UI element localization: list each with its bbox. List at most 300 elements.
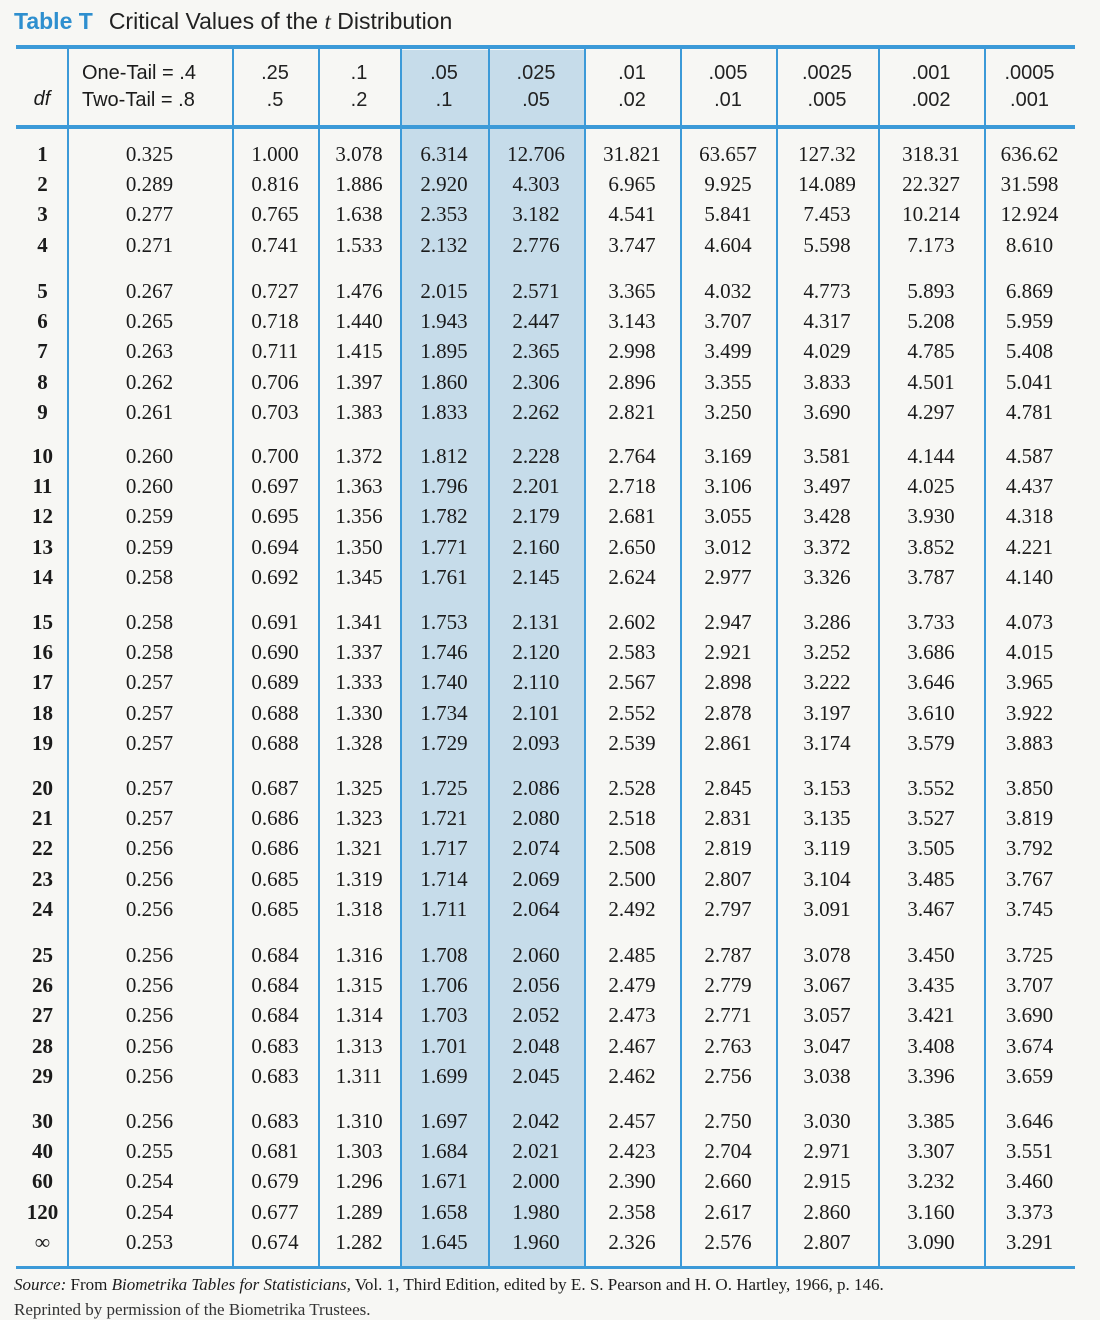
critical-value-cell: 4.604 [704, 233, 752, 257]
critical-value-cell: 2.660 [704, 1169, 752, 1193]
critical-value-cell: 0.694 [251, 535, 299, 559]
critical-value-cell: 2.845 [704, 776, 752, 800]
critical-value-cell: 7.453 [803, 202, 851, 226]
critical-value-cell: 1.289 [335, 1200, 383, 1224]
df-cell: 3 [37, 202, 48, 226]
one-tail-value: .01 [618, 62, 646, 84]
critical-value-cell: 2.998 [608, 339, 656, 363]
critical-value-cell: 4.501 [907, 370, 955, 394]
critical-value-cell: 1.313 [335, 1034, 383, 1058]
critical-value-cell: 2.831 [704, 806, 752, 830]
critical-value-cell: 2.650 [608, 535, 656, 559]
critical-value-cell: 1.671 [420, 1169, 468, 1193]
critical-value-cell: 2.132 [420, 233, 468, 257]
critical-value-cell: 0.685 [251, 867, 299, 891]
one-tail-value: .0005 [1004, 62, 1055, 84]
one-tail-value: .0025 [801, 62, 853, 84]
critical-value-cell: 2.971 [803, 1139, 851, 1163]
critical-value-cell: 2.681 [608, 504, 656, 528]
critical-value-cell: 1.812 [420, 444, 468, 468]
critical-value-cell: 3.725 [1005, 943, 1054, 967]
critical-value-cell: 3.883 [1005, 731, 1054, 755]
critical-value-cell: 12.924 [1000, 202, 1059, 226]
critical-value-cell: 3.787 [907, 565, 955, 589]
critical-value-cell: 2.819 [704, 836, 752, 860]
critical-value-cell: 3.153 [803, 776, 851, 800]
critical-value-cell: 3.232 [907, 1169, 955, 1193]
critical-value-cell: 0.691 [251, 610, 299, 634]
header-rule [16, 125, 1075, 129]
source-book: Biometrika Tables for Statisticians, [111, 1275, 351, 1294]
critical-value-cell: 1.746 [420, 640, 468, 664]
critical-value-cell: 636.62 [1000, 142, 1059, 166]
critical-value-cell: 1.796 [420, 474, 468, 498]
critical-value-cell: 2.042 [512, 1109, 560, 1133]
critical-value-cell: 318.31 [902, 142, 960, 166]
critical-value-cell: 1.725 [420, 776, 468, 800]
critical-value-cell: 1.356 [335, 504, 383, 528]
critical-value-cell: 2.353 [420, 202, 468, 226]
critical-value-cell: 2.467 [608, 1034, 656, 1058]
critical-value-cell: 1.303 [335, 1139, 383, 1163]
df-cell: 19 [32, 731, 53, 755]
critical-value-cell: 0.688 [251, 701, 299, 725]
one-tail-value: .1 [350, 62, 368, 84]
critical-value-cell: 1.319 [335, 867, 383, 891]
critical-value-cell: 3.747 [608, 233, 656, 257]
critical-value-cell: 1.310 [335, 1109, 383, 1133]
critical-value-cell: 2.921 [704, 640, 752, 664]
header-column [776, 60, 878, 114]
title-text-post: Distribution [330, 8, 453, 34]
critical-value-cell: 4.785 [907, 339, 955, 363]
critical-value-cell: 0.258 [125, 610, 174, 634]
critical-value-cell: 2.764 [608, 444, 656, 468]
one-tail-value: .025 [516, 62, 556, 84]
critical-value-cell: 0.256 [125, 1064, 174, 1088]
critical-value-cell: 3.396 [907, 1064, 955, 1088]
critical-value-cell: 127.32 [798, 142, 856, 166]
critical-value-cell: 1.684 [420, 1139, 468, 1163]
critical-value-cell: 3.745 [1005, 897, 1054, 921]
df-cell: 6 [37, 309, 48, 333]
critical-value-cell: 6.965 [608, 172, 656, 196]
df-cell: 21 [32, 806, 53, 830]
critical-value-cell: 0.289 [125, 172, 174, 196]
critical-value-cell: 0.697 [251, 474, 299, 498]
critical-value-cell: 0.677 [251, 1200, 299, 1224]
critical-value-cell: 0.257 [125, 731, 174, 755]
two-tail-label: Two-Tail = .8 [82, 89, 195, 111]
critical-value-cell: 1.960 [512, 1230, 560, 1254]
critical-value-cell: 3.143 [608, 309, 656, 333]
critical-value-cell: 3.197 [803, 701, 851, 725]
critical-value-cell: 0.267 [125, 279, 174, 303]
critical-value-cell: 3.505 [907, 836, 955, 860]
critical-value-cell: 3.792 [1005, 836, 1054, 860]
critical-value-cell: 5.408 [1005, 339, 1054, 363]
critical-value-cell: 2.120 [512, 640, 560, 664]
df-cell: 18 [32, 701, 53, 725]
critical-value-cell: 3.646 [1005, 1109, 1054, 1133]
bottom-rule [16, 1266, 1075, 1269]
critical-value-cell: 0.686 [251, 836, 299, 860]
critical-value-cell: 3.579 [907, 731, 955, 755]
critical-value-cell: 1.311 [335, 1064, 383, 1088]
critical-value-cell: 3.047 [803, 1034, 851, 1058]
critical-value-cell: 0.258 [125, 565, 174, 589]
critical-value-cell: 2.821 [608, 400, 656, 424]
critical-value-cell: 0.683 [251, 1064, 299, 1088]
critical-value-cell: 0.741 [251, 233, 299, 257]
critical-value-cell: 2.069 [512, 867, 560, 891]
critical-value-cell: 3.850 [1005, 776, 1054, 800]
df-cell: 13 [32, 535, 53, 559]
critical-value-cell: 1.333 [335, 670, 383, 694]
header-column [318, 60, 400, 114]
critical-value-cell: 1.706 [420, 973, 468, 997]
two-tail-value: .05 [522, 89, 550, 111]
critical-value-cell: 3.421 [907, 1003, 955, 1027]
critical-value-cell: 0.257 [125, 670, 174, 694]
header-column [400, 60, 488, 114]
critical-value-cell: 3.119 [803, 836, 851, 860]
critical-value-cell: 0.256 [125, 943, 174, 967]
critical-value-cell: 3.291 [1005, 1230, 1054, 1254]
critical-value-cell: 2.447 [512, 309, 560, 333]
critical-value-cell: 0.256 [125, 836, 174, 860]
critical-value-cell: 3.659 [1005, 1064, 1054, 1088]
critical-value-cell: 6.314 [420, 142, 468, 166]
df-cell: 8 [37, 370, 48, 394]
critical-value-cell: 2.779 [704, 973, 752, 997]
critical-value-cell: 0.263 [125, 339, 174, 363]
critical-value-cell: 0.700 [251, 444, 299, 468]
critical-value-cell: 2.797 [704, 897, 752, 921]
critical-value-cell: 1.345 [335, 565, 383, 589]
source-prefix: Source: [14, 1275, 67, 1294]
critical-value-cell: 0.727 [251, 279, 299, 303]
critical-value-cell: 0.257 [125, 701, 174, 725]
critical-value-cell: 5.841 [704, 202, 752, 226]
critical-value-cell: 2.977 [704, 565, 752, 589]
critical-value-cell: 1.708 [420, 943, 468, 967]
critical-value-cell: 4.015 [1005, 640, 1054, 664]
critical-value-cell: 10.214 [902, 202, 960, 226]
df-cell: 40 [32, 1139, 53, 1163]
critical-value-cell: 2.718 [608, 474, 656, 498]
critical-value-cell: 3.646 [907, 670, 955, 694]
critical-value-cell: 2.602 [608, 610, 656, 634]
critical-value-cell: 3.030 [803, 1109, 851, 1133]
critical-value-cell: 3.819 [1005, 806, 1054, 830]
critical-value-cell: 3.373 [1005, 1200, 1054, 1224]
df-cell: 60 [32, 1169, 53, 1193]
critical-value-cell: 3.485 [907, 867, 955, 891]
one-tail-value: .25 [261, 62, 289, 84]
source-post: Vol. 1, Third Edition, edited by E. S. Pearson and H. O. Hartley, 1966, p. 146. [350, 1275, 884, 1294]
critical-value-cell: 3.552 [907, 776, 955, 800]
critical-value-cell: 3.104 [803, 867, 851, 891]
critical-value-cell: 2.898 [704, 670, 752, 694]
critical-value-cell: 3.733 [907, 610, 955, 634]
critical-value-cell: 2.228 [512, 444, 560, 468]
critical-value-cell: 1.753 [420, 610, 468, 634]
critical-value-cell: 1.476 [335, 279, 383, 303]
critical-value-cell: 0.718 [251, 309, 299, 333]
critical-value-cell: 3.581 [803, 444, 851, 468]
critical-value-cell: 3.690 [803, 400, 851, 424]
df-cell: 26 [32, 973, 53, 997]
critical-value-cell: 1.943 [420, 309, 468, 333]
critical-value-cell: 1.372 [335, 444, 383, 468]
critical-value-cell: 0.259 [125, 535, 174, 559]
df-cell: 7 [37, 339, 48, 363]
df-cell: 23 [32, 867, 53, 891]
critical-value-cell: 3.038 [803, 1064, 851, 1088]
df-cell: 9 [37, 400, 48, 424]
critical-value-cell: 4.773 [803, 279, 851, 303]
df-cell: ∞ [35, 1230, 50, 1254]
critical-value-cell: 4.140 [1005, 565, 1054, 589]
critical-value-cell: 2.583 [608, 640, 656, 664]
critical-value-cell: 2.518 [608, 806, 656, 830]
df-cell: 10 [32, 444, 53, 468]
critical-value-cell: 1.860 [420, 370, 468, 394]
critical-value-cell: 1.761 [420, 565, 468, 589]
critical-value-cell: 1.699 [420, 1064, 468, 1088]
critical-value-cell: 3.707 [1005, 973, 1054, 997]
critical-value-cell: 2.776 [512, 233, 560, 257]
critical-value-cell: 2.110 [512, 670, 560, 694]
critical-value-cell: 0.703 [251, 400, 299, 424]
df-cell: 4 [37, 233, 48, 257]
critical-value-cell: 0.765 [251, 202, 299, 226]
critical-value-cell: 0.262 [125, 370, 174, 394]
critical-value-cell: 2.860 [803, 1200, 851, 1224]
critical-value-cell: 0.695 [251, 504, 299, 528]
critical-value-cell: 3.135 [803, 806, 851, 830]
critical-value-cell: 4.437 [1005, 474, 1054, 498]
critical-value-cell: 3.252 [803, 640, 851, 664]
critical-value-cell: 1.282 [335, 1230, 383, 1254]
critical-value-cell: 3.833 [803, 370, 851, 394]
critical-value-cell: 1.337 [335, 640, 383, 664]
critical-value-cell: 1.638 [335, 202, 383, 226]
critical-value-cell: 3.686 [907, 640, 955, 664]
critical-value-cell: 63.657 [699, 142, 757, 166]
one-tail-value: .001 [911, 62, 951, 84]
critical-value-cell: 1.782 [420, 504, 468, 528]
critical-value-cell: 2.500 [608, 867, 656, 891]
critical-value-cell: 31.598 [1000, 172, 1059, 196]
critical-value-cell: 0.259 [125, 504, 174, 528]
critical-value-cell: 3.222 [803, 670, 851, 694]
critical-value-cell: 4.073 [1005, 610, 1054, 634]
critical-value-cell: 3.467 [907, 897, 955, 921]
header-column [488, 60, 584, 114]
critical-value-cell: 1.734 [420, 701, 468, 725]
critical-value-cell: 3.690 [1005, 1003, 1054, 1027]
critical-value-cell: 3.365 [608, 279, 656, 303]
critical-value-cell: 2.624 [608, 565, 656, 589]
df-cell: 17 [32, 670, 53, 694]
critical-value-cell: 1.717 [420, 836, 468, 860]
critical-value-cell: 3.067 [803, 973, 851, 997]
critical-value-cell: 1.363 [335, 474, 383, 498]
two-tail-value: .2 [350, 89, 368, 111]
critical-value-cell: 2.878 [704, 701, 752, 725]
critical-value-cell: 0.684 [251, 1003, 299, 1027]
header-column [232, 60, 318, 114]
critical-value-cell: 1.740 [420, 670, 468, 694]
critical-value-cell: 1.533 [335, 233, 383, 257]
one-tail-label: One-Tail = .4 [82, 62, 196, 84]
df-cell: 29 [32, 1064, 53, 1088]
critical-value-cell: 8.610 [1005, 233, 1054, 257]
critical-value-cell: 3.307 [907, 1139, 955, 1163]
critical-value-cell: 3.610 [907, 701, 955, 725]
df-cell: 25 [32, 943, 53, 967]
df-cell: 1 [37, 142, 48, 166]
top-rule [16, 45, 1075, 49]
critical-value-cell: 1.701 [420, 1034, 468, 1058]
critical-value-cell: 0.254 [125, 1200, 174, 1224]
title-text-pre: Critical Values of the [108, 8, 325, 34]
critical-value-cell: 2.896 [608, 370, 656, 394]
critical-value-cell: 4.029 [803, 339, 851, 363]
one-tail-value: .005 [708, 62, 748, 84]
critical-value-cell: 1.721 [420, 806, 468, 830]
critical-value-cell: 1.383 [335, 400, 383, 424]
critical-value-cell: 0.706 [251, 370, 299, 394]
critical-value-cell: 2.947 [704, 610, 752, 634]
critical-value-cell: 2.473 [608, 1003, 656, 1027]
critical-value-cell: 1.697 [420, 1109, 468, 1133]
critical-value-cell: 0.687 [251, 776, 299, 800]
critical-value-cell: 3.408 [907, 1034, 955, 1058]
df-cell: 27 [32, 1003, 53, 1027]
critical-value-cell: 0.256 [125, 867, 174, 891]
header-column [984, 60, 1075, 114]
critical-value-cell: 2.056 [512, 973, 560, 997]
critical-value-cell: 0.256 [125, 1109, 174, 1133]
critical-value-cell: 0.261 [125, 400, 174, 424]
critical-value-cell: 2.160 [512, 535, 560, 559]
critical-value-cell: 3.286 [803, 610, 851, 634]
critical-value-cell: 7.173 [907, 233, 955, 257]
critical-value-cell: 0.257 [125, 776, 174, 800]
critical-value-cell: 2.787 [704, 943, 752, 967]
df-cell: 11 [32, 474, 53, 498]
critical-value-cell: 31.821 [603, 142, 661, 166]
critical-value-cell: 0.254 [125, 1169, 174, 1193]
critical-value-cell: 1.771 [420, 535, 468, 559]
critical-value-cell: 3.435 [907, 973, 955, 997]
critical-value-cell: 2.326 [608, 1230, 656, 1254]
df-cell: 16 [32, 640, 53, 664]
critical-value-cell: 22.327 [902, 172, 960, 196]
critical-value-cell: 0.674 [251, 1230, 299, 1254]
critical-value-cell: 4.317 [803, 309, 851, 333]
critical-value-cell: 3.499 [704, 339, 752, 363]
critical-value-cell: 2.145 [512, 565, 560, 589]
critical-value-cell: 1.833 [420, 400, 468, 424]
critical-value-cell: 3.090 [907, 1230, 955, 1254]
critical-value-cell: 0.689 [251, 670, 299, 694]
critical-value-cell: 0.684 [251, 973, 299, 997]
df-cell: 30 [32, 1109, 53, 1133]
df-cell: 20 [32, 776, 53, 800]
table-title [14, 8, 452, 35]
critical-value-cell: 1.325 [335, 776, 383, 800]
critical-value-cell: 1.318 [335, 897, 383, 921]
critical-value-cell: 0.686 [251, 806, 299, 830]
df-cell: 12 [32, 504, 53, 528]
critical-value-cell: 2.771 [704, 1003, 752, 1027]
two-tail-value: .02 [618, 89, 646, 111]
critical-value-cell: 3.078 [335, 142, 383, 166]
critical-value-cell: 9.925 [704, 172, 752, 196]
critical-value-cell: 0.688 [251, 731, 299, 755]
critical-value-cell: 2.048 [512, 1034, 560, 1058]
table-label: Table T [14, 8, 93, 34]
critical-value-cell: 4.025 [907, 474, 955, 498]
critical-value-cell: 0.258 [125, 640, 174, 664]
critical-value-cell: 3.707 [704, 309, 752, 333]
critical-value-cell: 3.428 [803, 504, 851, 528]
critical-value-cell: 2.021 [512, 1139, 560, 1163]
critical-value-cell: 3.385 [907, 1109, 955, 1133]
critical-value-cell: 3.182 [512, 202, 560, 226]
critical-value-cell: 2.306 [512, 370, 560, 394]
critical-value-cell: 3.497 [803, 474, 851, 498]
critical-value-cell: 3.174 [803, 731, 851, 755]
critical-value-cell: 0.692 [251, 565, 299, 589]
one-tail-value: .05 [430, 62, 458, 84]
critical-value-cell: 2.086 [512, 776, 560, 800]
critical-value-cell: 4.221 [1005, 535, 1054, 559]
critical-value-cell: 2.485 [608, 943, 656, 967]
critical-value-cell: 2.358 [608, 1200, 656, 1224]
critical-value-cell: 3.551 [1005, 1139, 1054, 1163]
critical-value-cell: 0.683 [251, 1034, 299, 1058]
critical-value-cell: 2.571 [512, 279, 560, 303]
critical-value-cell: 5.041 [1005, 370, 1054, 394]
critical-value-cell: 2.179 [512, 504, 560, 528]
critical-value-cell: 2.060 [512, 943, 560, 967]
critical-value-cell: 2.750 [704, 1109, 752, 1133]
critical-value-cell: 1.321 [335, 836, 383, 860]
critical-value-cell: 1.714 [420, 867, 468, 891]
critical-value-cell: 0.679 [251, 1169, 299, 1193]
critical-value-cell: 0.325 [125, 142, 174, 166]
critical-value-cell: 0.255 [125, 1139, 174, 1163]
critical-value-cell: 1.316 [335, 943, 383, 967]
df-cell: 28 [32, 1034, 53, 1058]
source-note [14, 1275, 884, 1295]
critical-value-cell: 4.781 [1005, 400, 1054, 424]
title-text-italic: t [324, 9, 331, 34]
critical-value-cell: 4.587 [1005, 444, 1054, 468]
critical-value-cell: 3.160 [907, 1200, 955, 1224]
critical-value-cell: 1.703 [420, 1003, 468, 1027]
two-tail-value: .01 [714, 89, 742, 111]
reprint-note: Reprinted by permission of the Biometrika Trustees. [14, 1300, 371, 1319]
critical-value-cell: 0.711 [251, 339, 299, 363]
df-cell: 5 [37, 279, 48, 303]
df-cell: 15 [32, 610, 53, 634]
